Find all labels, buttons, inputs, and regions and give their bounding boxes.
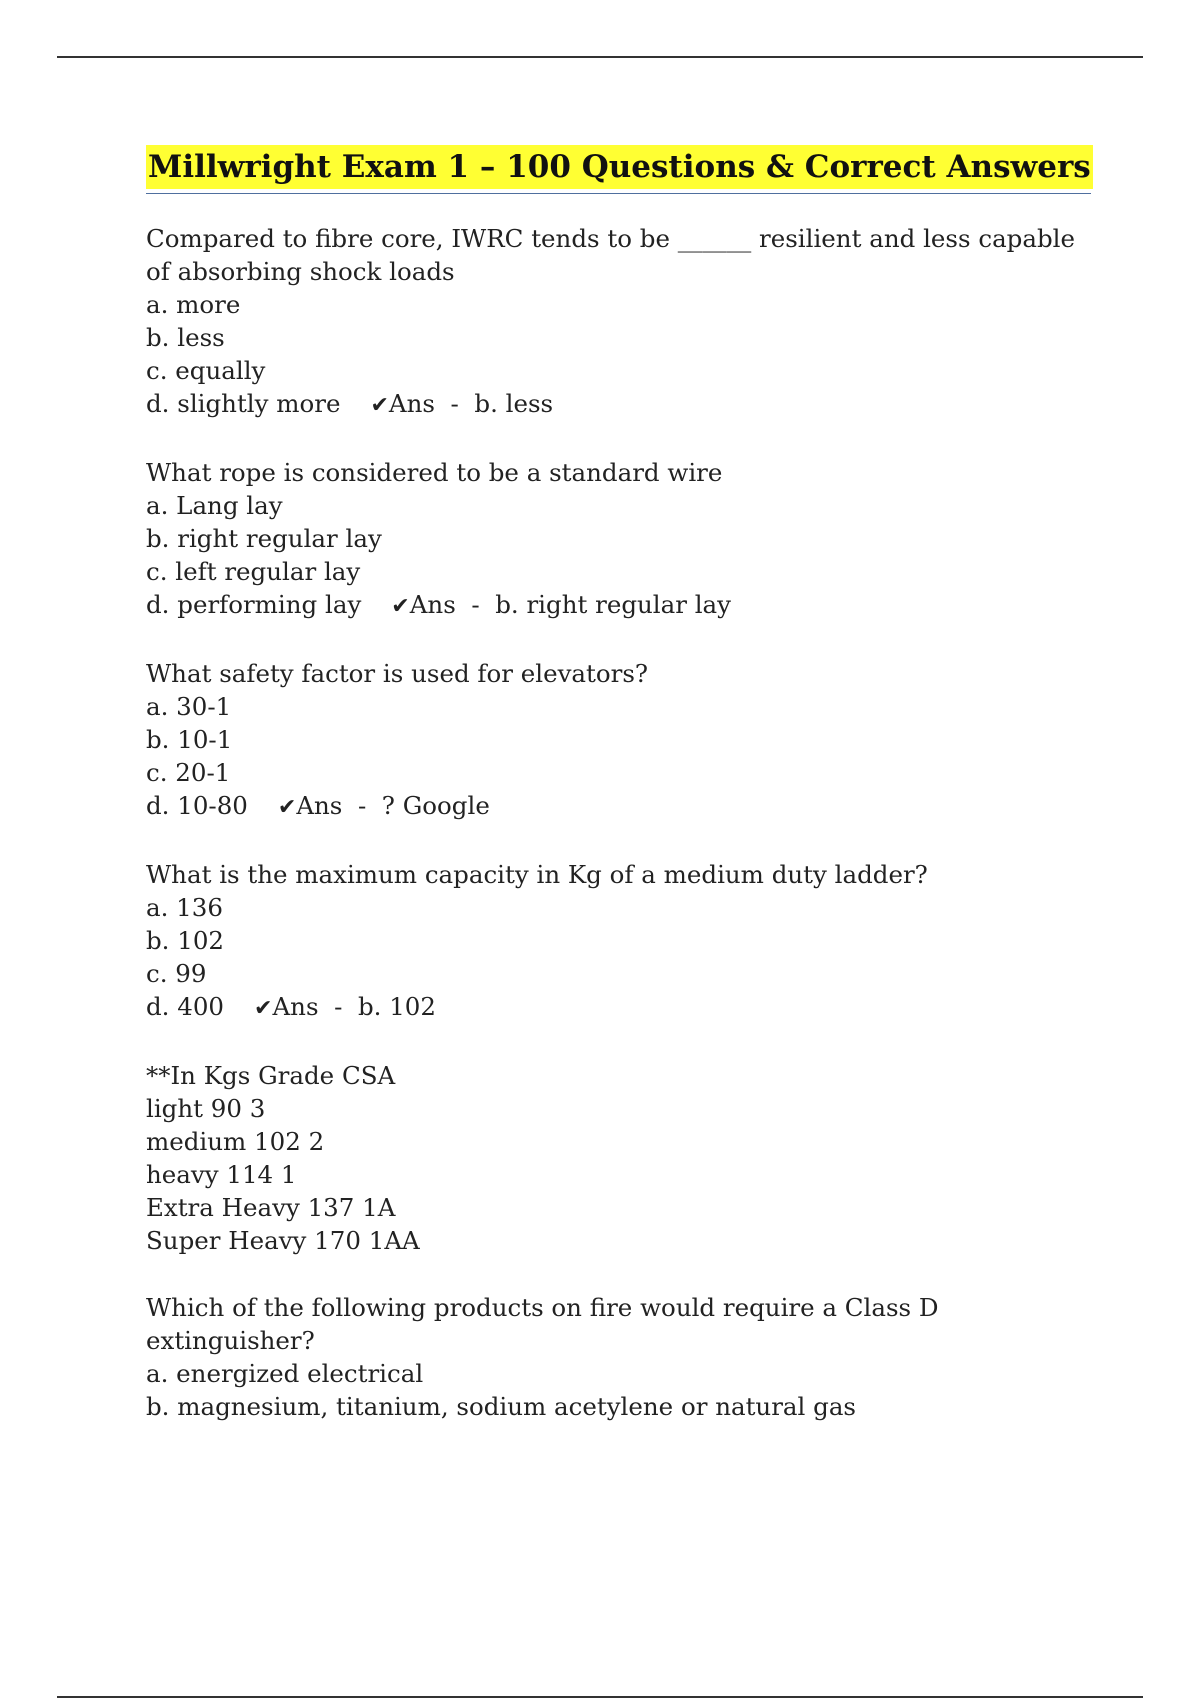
option: d. performing lay	[146, 590, 362, 619]
note-line: light 90 3	[146, 1094, 266, 1123]
note-line: Extra Heavy 137 1A	[146, 1193, 396, 1222]
question-text: Compared to fibre core, IWRC tends to be ______ resilient and less capable of absorbing shock loads	[146, 224, 1083, 286]
answer-text: Ans - b. less	[388, 389, 554, 418]
option: b. 102	[146, 926, 225, 955]
option: c. 20-1	[146, 758, 231, 787]
note-line: heavy 114 1	[146, 1160, 297, 1189]
option-with-answer	[146, 387, 1091, 422]
top-rule	[57, 56, 1143, 58]
answer-text: Ans - b. right regular lay	[409, 590, 732, 619]
option: c. equally	[146, 356, 266, 385]
bottom-rule	[57, 1696, 1143, 1698]
checkmark-icon: ✔	[254, 996, 273, 1021]
checkmark-icon: ✔	[370, 393, 389, 418]
answer	[370, 389, 553, 418]
note-line: **In Kgs Grade CSA	[146, 1061, 396, 1090]
question-text: Which of the following products on fire would require a Class D extinguisher?	[146, 1293, 947, 1355]
answer	[391, 590, 731, 619]
note-line: Super Heavy 170 1AA	[146, 1226, 420, 1255]
option: a. 30-1	[146, 692, 232, 721]
option: c. 99	[146, 959, 207, 988]
question-block	[146, 456, 1091, 623]
answer-text: Ans - b. 102	[272, 992, 436, 1021]
option: a. 136	[146, 893, 223, 922]
option-with-answer	[146, 789, 1091, 824]
answer	[254, 992, 436, 1021]
option: a. more	[146, 290, 241, 319]
option: b. magnesium, titanium, sodium acetylene or natural gas	[146, 1392, 857, 1421]
option: d. 10-80	[146, 791, 248, 820]
note-block	[146, 1059, 1091, 1257]
question-text: What rope is considered to be a standard wire	[146, 458, 723, 487]
option: b. right regular lay	[146, 524, 382, 553]
option: a. energized electrical	[146, 1359, 424, 1388]
option: d. slightly more	[146, 389, 341, 418]
question-block	[146, 222, 1091, 422]
option: d. 400	[146, 992, 225, 1021]
question-text: What is the maximum capacity in Kg of a medium duty ladder?	[146, 860, 928, 889]
question-block	[146, 657, 1091, 824]
question-block	[146, 858, 1091, 1025]
option: c. left regular lay	[146, 557, 361, 586]
answer-text: Ans - ? Google	[296, 791, 490, 820]
document-title: Millwright Exam 1 – 100 Questions & Correct Answers	[146, 145, 1093, 189]
option-with-answer	[146, 588, 1091, 623]
question-text: What safety factor is used for elevators?	[146, 659, 649, 688]
title-underline	[146, 145, 1091, 194]
option-with-answer	[146, 990, 1091, 1025]
option: a. Lang lay	[146, 491, 283, 520]
option: b. less	[146, 323, 225, 352]
answer	[278, 791, 490, 820]
checkmark-icon: ✔	[391, 594, 410, 619]
option: b. 10-1	[146, 725, 233, 754]
note-line: medium 102 2	[146, 1127, 325, 1156]
checkmark-icon: ✔	[277, 795, 297, 820]
question-block	[146, 1291, 1091, 1423]
document-content	[146, 145, 1091, 1457]
